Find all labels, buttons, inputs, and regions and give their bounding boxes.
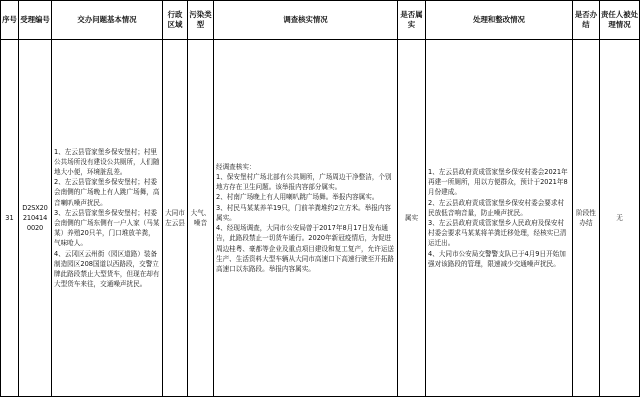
header-problem: 交办问题基本情况 bbox=[52, 1, 163, 40]
problem-item: 1、左云县管家堡乡保安堡村；村里公共场所没有建设公共厕所，人们随地大小便，环境脏乱差。 bbox=[54, 147, 160, 176]
header-handling: 处理和整改情况 bbox=[426, 1, 573, 40]
problem-item: 3、左云县管家堡乡保安堡村；村委会南侧的广场东侧有一户人家（马某某）养殖20只羊，门口堆放羊粪，气味呛人。 bbox=[54, 208, 160, 248]
investigation-item: 2、村南广场晚上有人用喇叭跳广场舞。举报内容属实。 bbox=[216, 193, 379, 202]
header-row bbox=[1, 1, 640, 40]
cell-verified: 属实 bbox=[398, 40, 426, 397]
investigation-item: 4、经现场调查，大同市公安局曾于2017年8月17日发布通告，此路段禁止一切货车通行。2020年新冠疫情后，为促进周边桂粤、豪都等企业及重点项目建设和复工复产，允许运送生产、生活资料大型车辆从大同市高速口下高速行驶至开拓路高速口以东路段。举报内容属实。 bbox=[216, 224, 395, 273]
problem-item: 4、云冈区云州街（园区道路）装备制造园区208国道以西路段，交警立牌此路段禁止大型货车，但现在却有大型货车来往，交通噪声扰民。 bbox=[54, 249, 160, 289]
cell-investigation bbox=[214, 40, 398, 397]
header-case-id: 受理编号 bbox=[19, 1, 52, 40]
cell-accountability: 无 bbox=[600, 40, 640, 397]
handling-item: 2、左云县政府责成管家堡乡保安村委会要求村民放低音响音量，防止噪声扰民。 bbox=[428, 198, 565, 217]
cell-handling bbox=[426, 40, 573, 397]
problem-item: 2、左云县管家堡乡保安堡村；村委会南侧的广场晚上有人跳广场舞，高音喇叭噪声扰民。 bbox=[54, 178, 160, 207]
investigation-item: 经调查核实： bbox=[216, 162, 256, 171]
handling-item: 3、左云县政府责成管家堡乡人民政府及保安村村委会要求马某某将羊粪迁移处理，经核实已清运迁出。 bbox=[428, 219, 567, 248]
table-row bbox=[1, 40, 640, 397]
handling-item: 1、左云县政府责成管家堡乡保安村委会2021年再建一所厕所，用以方便群众，预计于2021年8月份建成。 bbox=[428, 167, 568, 197]
header-seq: 序号 bbox=[1, 1, 19, 40]
cell-pollution-type: 大气、噪音 bbox=[188, 40, 214, 397]
header-region: 行政区域 bbox=[163, 1, 188, 40]
header-pollution-type: 污染类型 bbox=[188, 1, 214, 40]
header-completed: 是否办结 bbox=[573, 1, 600, 40]
cell-seq: 31 bbox=[1, 40, 19, 397]
cell-region: 大同市左云县 bbox=[163, 40, 188, 397]
cell-completed: 阶段性办结 bbox=[573, 40, 600, 397]
handling-item: 4、大同市公安局交警警支队已于4月9日开始加强对该路段的管理，限速减少交通噪声扰民。 bbox=[428, 249, 566, 268]
header-verified: 是否属实 bbox=[398, 1, 426, 40]
header-accountability: 责任人被处理情况 bbox=[600, 1, 640, 40]
header-investigation: 调查核实情况 bbox=[214, 1, 398, 40]
investigation-item: 1、保安堡村广场北部有公共厕所，广场周边干净整洁，个别地方存在卫生问题。该举报内容部分属实。 bbox=[216, 173, 392, 192]
cell-problem bbox=[52, 40, 163, 397]
cell-case-id: D2SX202104140020 bbox=[19, 40, 52, 397]
investigation-item: 3、村民马某某养羊19只，门前羊粪堆约2立方米。举报内容属实。 bbox=[216, 203, 392, 222]
